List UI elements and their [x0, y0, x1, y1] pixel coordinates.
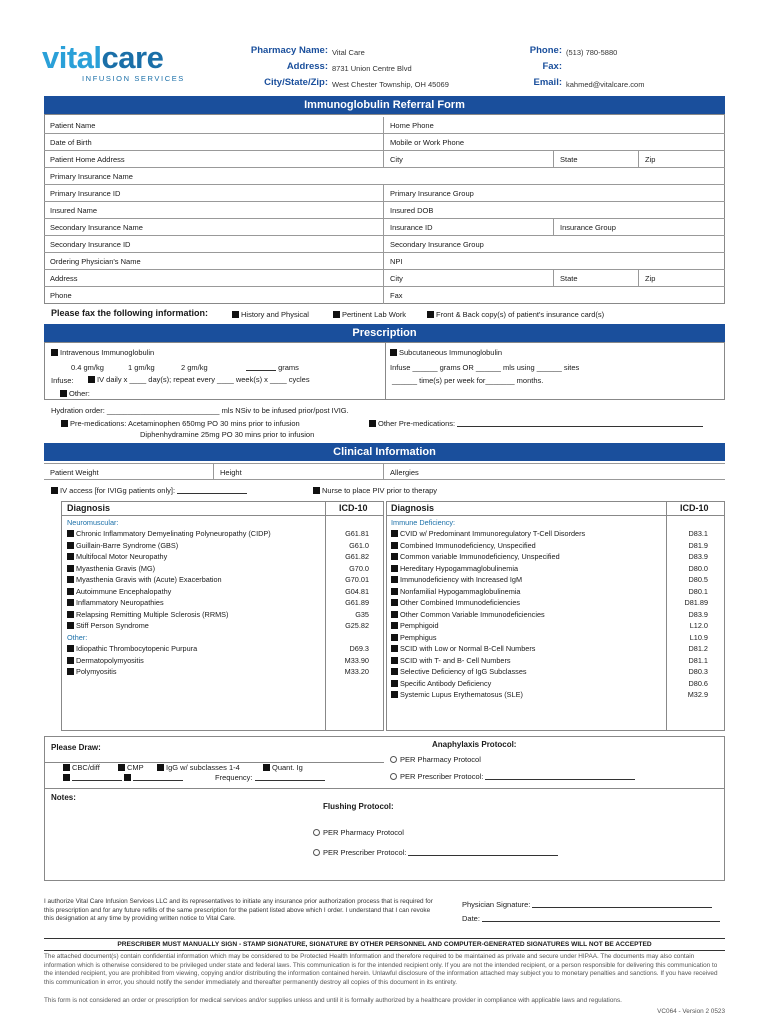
- checkbox-icon: [263, 764, 270, 771]
- fax-option-lab[interactable]: Pertinent Lab Work: [333, 310, 406, 319]
- checkbox-icon: [391, 588, 398, 595]
- neuro-diagnosis-option[interactable]: [67, 610, 228, 619]
- logo-subtitle: INFUSION SERVICES: [82, 74, 185, 83]
- prescription-bar: Prescription: [44, 324, 725, 342]
- diagnosis-label: Hereditary Hypogammaglobulinemia: [400, 563, 519, 573]
- icd-code: G61.0: [349, 540, 369, 550]
- diagnosis-label: Polymyositis: [76, 667, 117, 676]
- state-field[interactable]: State: [554, 151, 639, 167]
- flushing-prescriber-option[interactable]: PER Prescriber Protocol:: [313, 848, 558, 857]
- other-diagnosis-option[interactable]: [67, 656, 144, 665]
- icd-code: D80.3: [688, 667, 708, 676]
- primary-id-field[interactable]: Primary Insurance ID: [44, 185, 384, 201]
- other-diagnosis-option[interactable]: [67, 667, 117, 676]
- frequency-field[interactable]: Frequency:: [215, 773, 325, 782]
- icd-code: D83.9: [688, 552, 708, 561]
- diagnosis-header-right: Diagnosis: [391, 503, 435, 513]
- cbc-option[interactable]: CBC/diff: [63, 763, 100, 772]
- icd-code: G61.82: [345, 552, 369, 561]
- icd-code: D83.9: [688, 609, 708, 619]
- infuse-label: Infuse:: [51, 376, 74, 385]
- immune-diagnosis-option[interactable]: [391, 552, 560, 561]
- npi-field[interactable]: NPI: [390, 257, 403, 266]
- checkbox-icon: [391, 634, 398, 641]
- iv-access-option[interactable]: IV access [for IVIGg patients only]:: [51, 486, 247, 495]
- pharmacy-city: West Chester Township, OH 45069: [332, 80, 449, 89]
- secondary-group-field[interactable]: Secondary Insurance Group: [390, 240, 484, 249]
- checkbox-icon: [67, 576, 74, 583]
- checkbox-icon: [51, 487, 58, 494]
- grams-field[interactable]: grams: [246, 363, 299, 372]
- home-phone-field[interactable]: Home Phone: [390, 121, 434, 130]
- immune-diagnosis-option[interactable]: [391, 529, 585, 538]
- checkbox-icon: [67, 611, 74, 618]
- version-text: VC064 - Version 2 0523: [657, 1008, 725, 1015]
- pharmacy-name: Vital Care: [332, 48, 365, 57]
- icd-code: G61.89: [345, 598, 369, 607]
- icd-header-left: ICD-10: [339, 503, 368, 513]
- mobile-field[interactable]: Mobile or Work Phone: [390, 138, 465, 147]
- checkbox-icon: [391, 657, 398, 664]
- immune-diagnosis-option[interactable]: [391, 564, 518, 573]
- diagnosis-label: Pemphigoid: [400, 621, 439, 630]
- phone-label: Phone:: [529, 45, 562, 56]
- please-draw-label: Please Draw:: [51, 743, 101, 752]
- diagnosis-label: Guillain-Barre Syndrome (GBS): [76, 540, 179, 550]
- icd-code: G61.81: [345, 529, 369, 538]
- city-label: City/State/Zip:: [264, 77, 328, 88]
- checkbox-icon: [67, 645, 74, 652]
- diagnosis-label: Stiff Person Syndrome: [76, 621, 149, 630]
- checkbox-icon: [232, 311, 239, 318]
- divider: [325, 501, 326, 731]
- sc-option[interactable]: Subcutaneous Immunoglobulin: [390, 348, 502, 357]
- nurse-piv-option[interactable]: Nurse to place PIV prior to therapy: [313, 486, 437, 495]
- diagnosis-label: SCID with Low or Normal B-Cell Numbers: [400, 644, 536, 653]
- checkbox-icon: [67, 553, 74, 560]
- immune-diagnosis-option[interactable]: [391, 656, 511, 665]
- checkbox-icon: [157, 764, 164, 771]
- iv-option[interactable]: Intravenous Immunoglobulin: [51, 348, 154, 357]
- radio-icon: [313, 849, 320, 856]
- ordering-physician-field[interactable]: Ordering Physician's Name: [44, 253, 384, 269]
- checkbox-icon: [67, 657, 74, 664]
- diagnosis-label: Pemphigus: [400, 632, 437, 642]
- checkbox-icon: [427, 311, 434, 318]
- checkbox-icon: [391, 530, 398, 537]
- checkbox-icon: [390, 349, 397, 356]
- radio-icon: [390, 773, 397, 780]
- diagnosis-label: CVID w/ Predominant Immunoregulatory T-Cell Disorders: [400, 529, 586, 538]
- diagnosis-label: Myasthenia Gravis with (Acute) Exacerbation: [76, 575, 222, 584]
- checkbox-icon: [61, 420, 68, 427]
- checkbox-icon: [118, 764, 125, 771]
- dose-1[interactable]: 1 gm/kg: [128, 363, 155, 372]
- icd-code: D80.0: [688, 563, 708, 573]
- checkbox-icon: [391, 553, 398, 560]
- confidentiality-text: The attached document(s) contain confidential information which may be considered to be Protected Health Information and therefore required to be maintained as private and secure under HIPAA. The documents may also contain information which is otherwise considered to be privileged under state and federal laws. This communication is for the intended recipient only. If you are not the intended recipient, or a person responsible for delivering this communication to the intended recipient, you are prohibited from viewing, copying and/or distributing the information contained herein. Unlawful disclosure of the information attached may subject you to monetary penalties and sanctions. If you have received this communication in error, you should notify the sender immediately and thereafter permanently destroy all copies of this document in its entirety.: [44, 953, 718, 986]
- icd-header-right: ICD-10: [680, 503, 709, 513]
- icd-code: L10.9: [689, 632, 708, 642]
- date-field[interactable]: Date:: [462, 914, 720, 923]
- physician-state-field[interactable]: State: [554, 270, 639, 286]
- dose-04[interactable]: 0.4 gm/kg: [71, 363, 104, 372]
- diagnosis-label: Other Combined Immunodeficiencies: [400, 598, 521, 607]
- icd-code: D69.3: [349, 644, 369, 653]
- divider: [666, 501, 667, 731]
- form-title: Immunoglobulin Referral Form: [44, 96, 725, 114]
- immune-heading: Immune Deficiency:: [391, 518, 456, 527]
- quant-option[interactable]: Quant. Ig: [263, 763, 303, 772]
- patient-name-field[interactable]: Patient Name: [44, 117, 384, 133]
- checkbox-icon: [391, 599, 398, 606]
- divider: [44, 950, 725, 951]
- immune-diagnosis-option[interactable]: [391, 598, 520, 607]
- divider: [61, 515, 384, 516]
- checkbox-icon: [67, 622, 74, 629]
- notes-label[interactable]: Notes:: [51, 793, 76, 802]
- checkbox-icon: [67, 588, 74, 595]
- neuro-diagnosis-option[interactable]: [67, 564, 155, 573]
- other-heading: Other:: [67, 632, 88, 642]
- pharmacy-email: kahmed@vitalcare.com: [566, 80, 645, 89]
- signature-field[interactable]: Physician Signature:: [462, 900, 712, 909]
- diagnosis-label: Inflammatory Neuropathies: [76, 598, 164, 607]
- anaphylaxis-prescriber-option[interactable]: PER Prescriber Protocol:: [390, 772, 635, 781]
- immune-diagnosis-option[interactable]: [391, 633, 437, 642]
- anaphylaxis-pharmacy-option[interactable]: PER Pharmacy Protocol: [390, 755, 481, 764]
- secondary-id-field[interactable]: Secondary Insurance ID: [44, 236, 384, 252]
- icd-code: M32.9: [687, 690, 708, 699]
- icd-code: M33.20: [344, 667, 369, 676]
- diagnosis-label: Common variable Immunodeficiency, Unspecified: [400, 552, 560, 561]
- neuro-diagnosis-option[interactable]: [67, 529, 271, 538]
- checkbox-icon: [63, 764, 70, 771]
- diagnosis-label: Multifocal Motor Neuropathy: [76, 552, 168, 561]
- diagnosis-label: Relapsing Remitting Multiple Sclerosis (RRMS): [76, 609, 229, 619]
- pharmacy-phone: (513) 780-5880: [566, 48, 618, 57]
- checkbox-icon: [333, 311, 340, 318]
- immune-diagnosis-option[interactable]: [391, 541, 536, 550]
- icd-code: D81.9: [688, 540, 708, 550]
- diagnosis-label: SCID with T- and B- Cell Numbers: [400, 655, 511, 665]
- fax-option-history[interactable]: History and Physical: [232, 310, 309, 319]
- physician-phone-field[interactable]: Phone: [44, 287, 384, 304]
- checkbox-icon: [391, 680, 398, 687]
- diagnosis-header-left: Diagnosis: [67, 503, 111, 513]
- neuro-diagnosis-option[interactable]: [67, 541, 178, 550]
- not-order-text: This form is not considered an order or prescription for medical services and/or supplies unless and until it is formally authorized by a healthcare provider in compliance with applicable laws and regulations.: [44, 997, 622, 1004]
- icd-code: D81.89: [684, 598, 708, 607]
- draw-other-option[interactable]: [63, 773, 183, 782]
- icd-code: D80.6: [688, 678, 708, 688]
- checkbox-icon: [60, 390, 67, 397]
- immune-diagnosis-option[interactable]: [391, 587, 520, 596]
- fax-label: Fax:: [542, 61, 562, 72]
- fax-option-insurance-card[interactable]: Front & Back copy(s) of patient's insurance card(s): [427, 310, 604, 319]
- home-address-field[interactable]: Patient Home Address: [44, 151, 384, 167]
- city-field[interactable]: City: [384, 151, 554, 167]
- zip-field[interactable]: Zip: [645, 155, 656, 164]
- checkbox-icon: [391, 565, 398, 572]
- anaphylaxis-label: Anaphylaxis Protocol:: [432, 740, 517, 749]
- flushing-label: Flushing Protocol:: [323, 802, 394, 811]
- checkbox-icon: [313, 487, 320, 494]
- neuro-diagnosis-option[interactable]: [67, 621, 149, 630]
- neuro-diagnosis-option[interactable]: [67, 575, 222, 584]
- icd-code: D81.2: [688, 644, 708, 653]
- insured-dob-field[interactable]: Insured DOB: [390, 206, 434, 215]
- authorization-text: I authorize Vital Care Infusion Services LLC and its representatives to initiate any insurance prior authorization process that is required for this prescription and for any future refills of the same prescription for the patient listed above which I order. I understand that I can revoke this designation at any time by providing written notice to Vital Care.: [44, 898, 433, 923]
- divider: [44, 938, 725, 939]
- checkbox-icon: [67, 599, 74, 606]
- immune-diagnosis-option[interactable]: [391, 667, 527, 676]
- sc-infuse-field[interactable]: Infuse ______ grams OR ______ mls using ______ sites: [390, 363, 580, 372]
- diagnosis-label: Specific Antibody Deficiency: [400, 678, 492, 688]
- pharmacy-name-label: Pharmacy Name:: [250, 45, 328, 56]
- diagnosis-label: Selective Deficiency of IgG Subclasses: [400, 667, 527, 676]
- clinical-bar: Clinical Information: [44, 443, 725, 461]
- diagnosis-label: Idiopathic Thrombocytopenic Purpura: [76, 644, 198, 653]
- icd-code: G04.81: [345, 586, 369, 596]
- other-diagnosis-option[interactable]: [67, 644, 197, 653]
- checkbox-icon: [391, 622, 398, 629]
- immune-diagnosis-option[interactable]: [391, 621, 439, 630]
- diagnosis-label: Dermatopolymyositis: [76, 655, 144, 665]
- icd-code: G35: [355, 609, 369, 619]
- icd-code: G25.82: [345, 621, 369, 630]
- icd-code: D81.1: [688, 655, 708, 665]
- checkbox-icon: [391, 611, 398, 618]
- immune-diagnosis-option[interactable]: [391, 610, 545, 619]
- physician-address-field[interactable]: Address: [44, 270, 384, 286]
- checkbox-icon: [67, 542, 74, 549]
- primary-group-field[interactable]: Primary Insurance Group: [390, 189, 474, 198]
- cmp-option[interactable]: CMP: [118, 763, 144, 772]
- iv-other-option[interactable]: Other:: [60, 389, 90, 398]
- diagnosis-label: Immunodeficiency with Increased IgM: [400, 575, 523, 584]
- checkbox-icon: [67, 530, 74, 537]
- divider: [44, 788, 725, 789]
- ins-group-field[interactable]: Insurance Group: [560, 223, 616, 232]
- diagnosis-label: Chronic Inflammatory Demyelinating Polyneuropathy (CIDP): [76, 529, 271, 538]
- neuro-diagnosis-option[interactable]: [67, 552, 167, 561]
- flushing-pharmacy-option[interactable]: PER Pharmacy Protocol: [313, 828, 404, 837]
- neuro-diagnosis-option[interactable]: [67, 598, 164, 607]
- checkbox-icon: [391, 668, 398, 675]
- checkbox-icon: [63, 774, 70, 781]
- other-premeds-option[interactable]: Other Pre-medications:: [369, 419, 703, 428]
- address-label: Address:: [286, 61, 328, 72]
- iv-daily-field[interactable]: IV daily x ____ day(s); repeat every ____ week(s) x ____ cycles: [88, 375, 310, 384]
- prescriber-notice: PRESCRIBER MUST MANUALLY SIGN - STAMP SIGNATURE, SIGNATURE BY OTHER PERSONNEL AND COMPUTER-GENERATED SIGNATURES WILL NOT BE ACCEPTED: [117, 941, 652, 948]
- checkbox-icon: [391, 645, 398, 652]
- allergies-field[interactable]: Allergies: [390, 468, 419, 477]
- checkbox-icon: [51, 349, 58, 356]
- diagnosis-label: Other Common Variable Immunodeficiencies: [400, 609, 545, 619]
- icd-code: D80.1: [688, 586, 708, 596]
- icd-code: D83.1: [688, 529, 708, 538]
- weight-field[interactable]: Patient Weight: [44, 464, 214, 479]
- checkbox-icon: [67, 565, 74, 572]
- logo: vitalcare: [42, 40, 164, 75]
- checkbox-icon: [88, 376, 95, 383]
- checkbox-icon: [391, 691, 398, 698]
- icd-code: M33.90: [344, 655, 369, 665]
- checkbox-icon: [67, 668, 74, 675]
- divider: [385, 342, 386, 400]
- icd-code: G70.01: [345, 575, 369, 584]
- hydration-field[interactable]: Hydration order: ___________________________ mls NSiv to be infused prior/post IVIG.: [51, 406, 349, 415]
- neuro-diagnosis-option[interactable]: [67, 587, 171, 596]
- neuromuscular-heading: Neuromuscular:: [67, 518, 119, 527]
- secondary-name-field[interactable]: Secondary Insurance Name: [44, 219, 384, 235]
- diagnosis-label: Combined Immunodeficiency, Unspecified: [400, 540, 536, 550]
- immune-diagnosis-option[interactable]: [391, 690, 523, 699]
- igg-option[interactable]: IgG w/ subclasses 1-4: [157, 763, 240, 772]
- premeds-line2: Diphenhydramine 25mg PO 30 mins prior to infusion: [140, 430, 315, 439]
- physician-zip-field[interactable]: Zip: [645, 274, 656, 283]
- email-label: Email:: [533, 77, 562, 88]
- checkbox-icon: [391, 576, 398, 583]
- sc-times-field[interactable]: ______ time(s) per week for_______ months.: [392, 376, 544, 385]
- icd-code: D80.5: [688, 575, 708, 584]
- immune-diagnosis-option[interactable]: [391, 679, 491, 688]
- diagnosis-label: Autoimmune Encephalopathy: [76, 586, 172, 596]
- icd-code: L12.0: [689, 621, 708, 630]
- physician-fax-field[interactable]: Fax: [390, 291, 403, 300]
- immune-diagnosis-option[interactable]: [391, 644, 535, 653]
- fax-info-label: Please fax the following information:: [51, 308, 209, 318]
- dose-2[interactable]: 2 gm/kg: [181, 363, 208, 372]
- radio-icon: [313, 829, 320, 836]
- ins-id-field[interactable]: Insurance ID: [384, 219, 554, 235]
- diagnosis-label: Systemic Lupus Erythematosus (SLE): [400, 690, 523, 699]
- checkbox-icon: [391, 542, 398, 549]
- physician-city-field[interactable]: City: [384, 270, 554, 286]
- radio-icon: [390, 756, 397, 763]
- divider: [386, 515, 725, 516]
- diagnosis-label: Nonfamilial Hypogammaglobulinemia: [400, 586, 521, 596]
- diagnosis-label: Myasthenia Gravis (MG): [76, 563, 156, 573]
- icd-code: G70.0: [349, 563, 369, 573]
- pharmacy-address: 8731 Union Centre Blvd: [332, 64, 412, 73]
- insured-name-field[interactable]: Insured Name: [44, 202, 384, 218]
- primary-ins-field[interactable]: Primary Insurance Name: [50, 172, 133, 181]
- premeds-option[interactable]: Pre-medications: Acetaminophen 650mg PO 30 mins prior to infusion: [61, 419, 300, 428]
- checkbox-icon: [124, 774, 131, 781]
- immune-diagnosis-option[interactable]: [391, 575, 522, 584]
- checkbox-icon: [369, 420, 376, 427]
- dob-field[interactable]: Date of Birth: [44, 134, 384, 150]
- height-field[interactable]: Height: [214, 464, 384, 479]
